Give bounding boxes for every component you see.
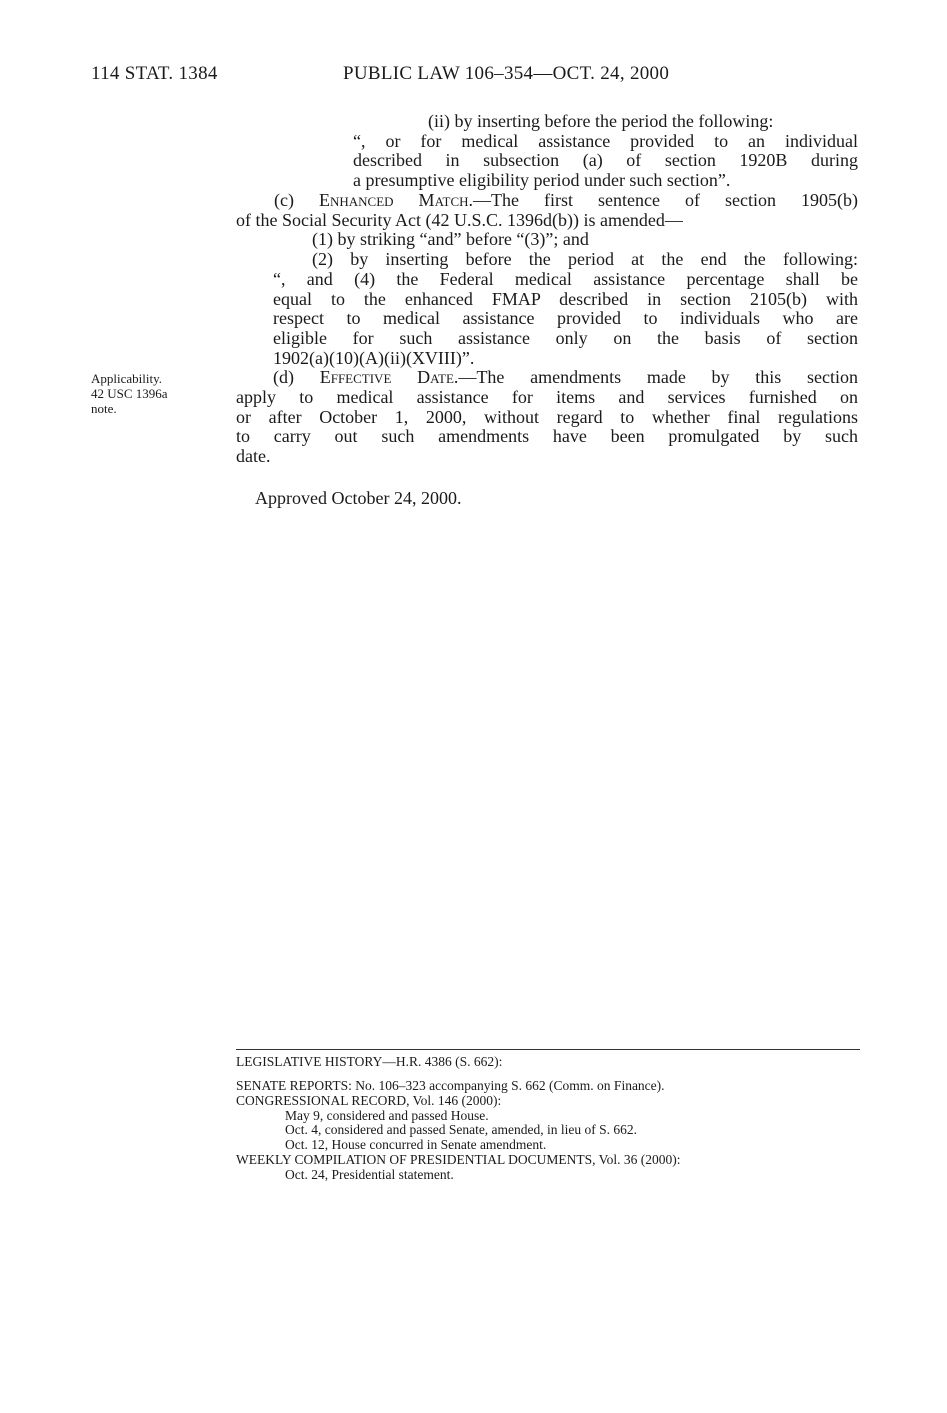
subsection-d-heading-rest: —The amendments made by this section — [458, 367, 858, 388]
subsection-d-line: to carry out such amendments have been promulgated by such — [236, 426, 858, 447]
margin-note-line: Applicability. — [91, 371, 163, 386]
legislative-history — [236, 1079, 860, 1183]
paragraph-2-line: (2) by inserting before the period at the end the following: — [312, 249, 858, 270]
subsection-d-label: (d) — [273, 367, 320, 388]
clause-ii — [236, 112, 858, 191]
weekly-compilation: WEEKLY COMPILATION OF PRESIDENTIAL DOCUMENTS, Vol. 36 (2000): — [236, 1151, 681, 1167]
paragraph-1: (1) by striking “and” before “(3)”; and — [312, 229, 589, 250]
subsection-d-line: date. — [236, 446, 271, 467]
subsection-c-heading: Enhanced Match. — [319, 190, 474, 210]
subsection-d-heading-line — [236, 368, 858, 388]
record-item: Oct. 12, House concurred in Senate amendment. — [285, 1137, 547, 1153]
subsection-c-line: of the Social Security Act (42 U.S.C. 1396d(b)) is amended— — [236, 209, 683, 230]
margin-note-line: 42 USC 1396a — [91, 386, 168, 401]
subsection-d-line: apply to medical assistance for items and services furnished on — [236, 387, 858, 408]
subsection-c — [236, 191, 858, 467]
subsection-c-label: (c) — [274, 190, 319, 210]
paragraph-2-line: eligible for such assistance only on the basis of section — [273, 327, 858, 348]
page-citation: 114 STAT. 1384 — [91, 63, 218, 84]
clause-ii-line: (ii) by inserting before the period the following: — [428, 111, 774, 131]
subsection-d-heading: Effective Date. — [319, 367, 459, 388]
record-item: May 9, considered and passed House. — [285, 1107, 489, 1123]
running-head: PUBLIC LAW 106–354—OCT. 24, 2000 — [343, 63, 670, 84]
approval-line: Approved October 24, 2000. — [255, 488, 462, 508]
legislative-history-rule — [236, 1049, 860, 1050]
paragraph-2-line: equal to the enhanced FMAP described in section 2105(b) with — [273, 288, 858, 309]
clause-ii-line: described in subsection (a) of section 1920B during — [353, 150, 858, 171]
margin-note — [91, 371, 168, 416]
senate-reports: SENATE REPORTS: No. 106–323 accompanying S. 662 (Comm. on Finance). — [236, 1078, 665, 1093]
compilation-item: Oct. 24, Presidential statement. — [285, 1166, 454, 1182]
legislative-history-title: LEGISLATIVE HISTORY—H.R. 4386 (S. 662): — [236, 1054, 503, 1069]
clause-ii-line: a presumptive eligibility period under such section”. — [353, 170, 731, 191]
clause-ii-line: “, or for medical assistance provided to an individual — [353, 130, 858, 151]
subsection-c-heading-rest: —The first sentence of section 1905(b) — [473, 190, 858, 210]
margin-note-line: note. — [91, 401, 117, 416]
paragraph-2-line: “, and (4) the Federal medical assistance percentage shall be — [273, 268, 858, 289]
congressional-record: CONGRESSIONAL RECORD, Vol. 146 (2000): — [236, 1092, 502, 1108]
subsection-c-heading-line — [236, 191, 858, 211]
paragraph-2-line: respect to medical assistance provided to individuals who are — [273, 308, 858, 329]
record-item: Oct. 4, considered and passed Senate, amended, in lieu of S. 662. — [285, 1122, 638, 1138]
subsection-d-line: or after October 1, 2000, without regard to whether final regulations — [236, 406, 858, 427]
paragraph-2-line: 1902(a)(10)(A)(ii)(XVIII)”. — [273, 347, 475, 368]
